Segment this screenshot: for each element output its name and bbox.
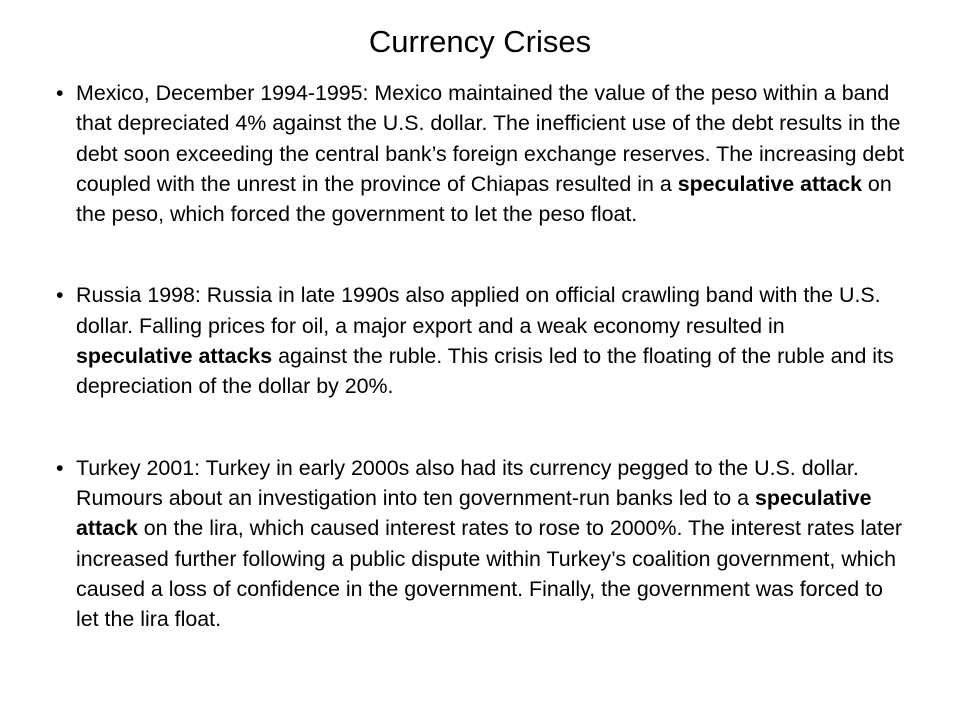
slide-title: Currency Crises <box>368 24 592 59</box>
bullet-item-turkey <box>56 453 906 635</box>
bullet-list <box>56 78 906 634</box>
bullet-text-after: on the lira, which caused interest rates to rose to 2000%. The interest rates later increased further following a public dispute within Turkey’s coalition government, which caused a loss of confidence in the government. Finally, the government was forced to let the lira float. <box>76 516 902 632</box>
bullet-text-after: against the ruble. This crisis led to the floating of the ruble and its depreciation of the dollar by 20%. <box>76 344 894 399</box>
bullet-text-before: Russia 1998: Russia in late 1990s also applied on official crawling band with the U.S. dollar. Falling prices for oil, a major export and a weak economy resulted in <box>76 283 881 338</box>
bullet-emphasis: speculative attack <box>76 485 872 541</box>
bullet-icon: • <box>56 283 64 308</box>
bullet-icon: • <box>56 81 64 105</box>
bullet-text-before: Turkey 2001: Turkey in early 2000s also had its currency pegged to the U.S. dollar. Rumours about an investigation into ten government-run banks led to a <box>76 455 859 510</box>
bullet-emphasis: speculative attacks <box>76 344 273 369</box>
bullet-emphasis: speculative attack <box>677 171 862 196</box>
bullet-icon: • <box>56 455 64 480</box>
bullet-text-before: Mexico, December 1994-1995: Mexico maintained the value of the peso within a band that depreciated 4% against the U.S. dollar. The inefficient use of the debt results in the debt soon exceeding the central bank’s foreign exchange reserves. The increasing debt coupled with the unrest in the province of Chiapas resulted in a <box>76 81 905 196</box>
bullet-text-after: on the peso, which forced the government to let the peso float. <box>76 171 892 227</box>
bullet-item-russia <box>56 280 906 401</box>
bullet-item-mexico <box>56 78 906 229</box>
